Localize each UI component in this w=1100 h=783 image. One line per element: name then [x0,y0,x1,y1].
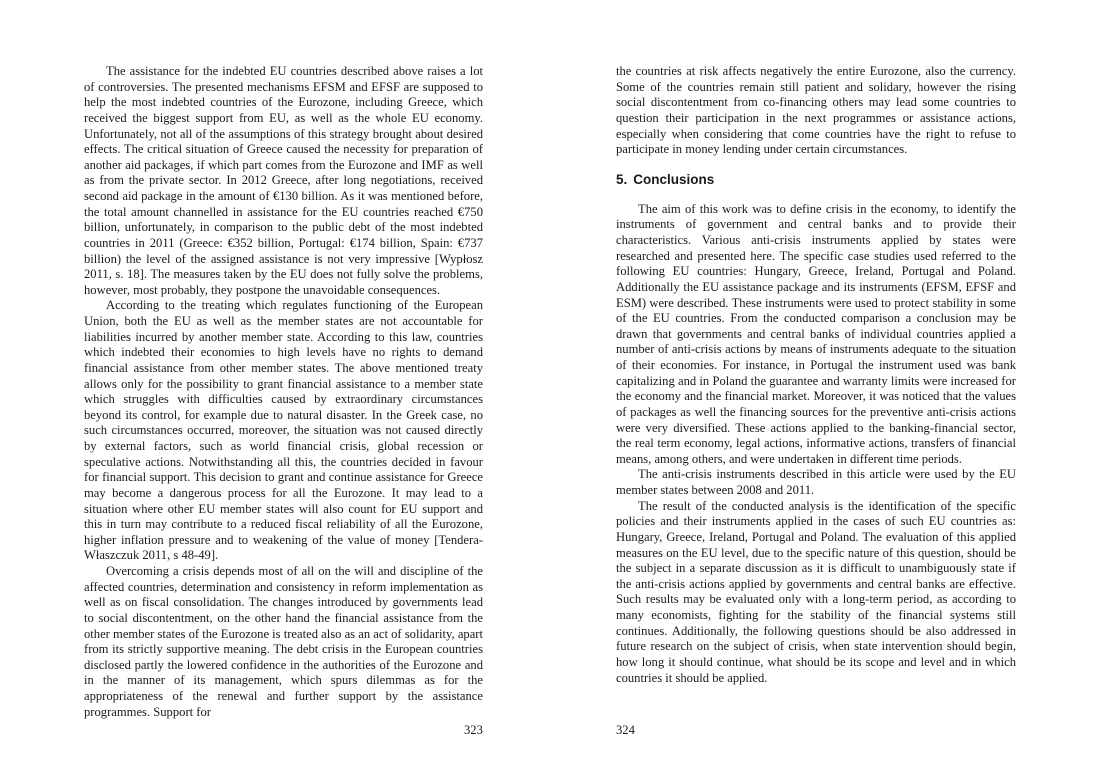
paragraph: The assistance for the indebted EU countries described above raises a lot of controversies. The presented mechanisms EFSM and EFSF are supposed to help the most indebted countries of the Eurozone, including Greece, which received the biggest support from EU, as well as the whole EU economy. Unfortunately, not all of the assumptions of this strategy brought about desired effects. The critical situation of Greece caused the necessity for preparation of another aid packages, if which part comes from the Eurozone and IMF as well as from the private sector. In 2012 Greece, after long negotiations, received second aid package in the amount of €130 billion. As it was mentioned before, the total amount channelled in assistance for the EU countries reached €750 billion, unfortunately, in comparison to the public debt of the most indebted countries in 2011 (Greece: €352 billion, Portugal: €174 billion, Spain: €737 billion) the level of the assigned assistance is not very impressive [Wypłosz 2011, s. 18]. The measures taken by the EU does not fully solve the problems, however, most probably, they postpone the unavoidable consequences. [84,64,483,297]
section-heading [616,172,1016,188]
paragraph: Overcoming a crisis depends most of all on the will and discipline of the affected countries, determination and consistency in reform implementation as well as on fiscal consolidation. The changes introduced by governments lead to social discontentment, on the other hand the financial assistance from the other member states of the Eurozone is treated also as an act of solidarity, apart from its strictly supportive meaning. The debt crisis in the European countries disclosed partly the lowered confidence in the authorities of the Eurozone and in the manner of its management, which spurs dilemmas as for the appropriateness of the renewal and further support by the assistance programmes. Support for [84,564,483,719]
paragraph: The result of the conducted analysis is the identification of the specific policies and their instruments applied in the cases of such EU countries as: Hungary, Greece, Ireland, Portugal and Poland. The evaluation of this applied measures on the EU level, due to the specific nature of this question, should be the subject in a separate discussion as it is difficult to unambiguously state if the anti-crisis actions applied by governments and central banks are effective. Such results may be evaluated only with a long-term period, as according to many economists, fighting for the stability of the financial systems still continues. Additionally, the following questions should be also addressed in future research on the subject of crisis, when state intervention should begin, how long it should continue, what should be its scope and level and in which countries it should be applied. [616,498,1016,685]
left-page-body [84,64,483,720]
paragraph-continuation: the countries at risk affects negatively the entire Eurozone, also the currency. Some of the countries remain still patient and solidary, however the rising social discontentment from co-financing others may lead some countries to question their participation in the next programmes or assistance actions, especially when considering that come countries have the right to refuse to participate in money lending under certain circumstances. [616,64,1016,157]
paragraph: According to the treating which regulates functioning of the European Union, both the EU as well as the member states are not accountable for liabilities incurred by another member state. According to this law, countries which indebted their economies to high levels have no rights to demand financial assistance from other member states. The above mentioned treaty allows only for the possibility to grant financial assistance to a member state which struggles with difficulties caused by extraordinary circumstances beyond its control, for example due to natural disaster. In the Greek case, no such circumstances occurred, moreover, the situation was not caused directly by external factors, such as world financial crisis, global recession or speculative actions. Notwithstanding all this, the countries decided in favour for financial support. This decision to grant and continue assistance for Greece may become a dangerous process for all the Eurozone. It may lead to a situation where other EU member states will also count for EU support and this in turn may contribute to a reduced fiscal reliability of all the Eurozone, higher inflation pressure and to weakening of the value of money [Tendera-Właszczuk 2011, s 48-49]. [84,298,483,563]
paragraph: The aim of this work was to define crisis in the economy, to identify the instruments of government and central banks and to provide their characteristics. Various anti-crisis instruments applied by states were researched and presented here. The specific case studies used referred to the following EU countries: Hungary, Greece, Ireland, Portugal and Poland. Additionally the EU assistance package and its instruments (EFSM, EFSF and ESM) were described. These instruments were used to protect stability in some of the EU countries. From the conducted comparison a conclusion may be drawn that governments and central banks of individual countries applied a number of anti-crisis actions by means of instruments adequate to the situation of their economies. For instance, in Portugal the instrument used was bank capitalizing and in Poland the guarantee and warranty limits were increased for the economy and the financial market. Moreover, it was noticed that the values of packages as well the financing sources for the preventive anti-crisis actions were very diversified. These actions applied to the banking-financial sector, the real term economy, legal actions, informative actions, transfers of financial means, among others, and were undertaken in different time periods. [616,201,1016,466]
right-page [550,0,1100,783]
right-page-body [616,64,1016,686]
section-number: 5. [616,171,628,187]
section-title: Conclusions [633,171,715,187]
page-number: 324 [616,723,635,737]
page-number: 323 [464,723,483,737]
paragraph: The anti-crisis instruments described in this article were used by the EU member states between 2008 and 2011. [616,467,1016,497]
